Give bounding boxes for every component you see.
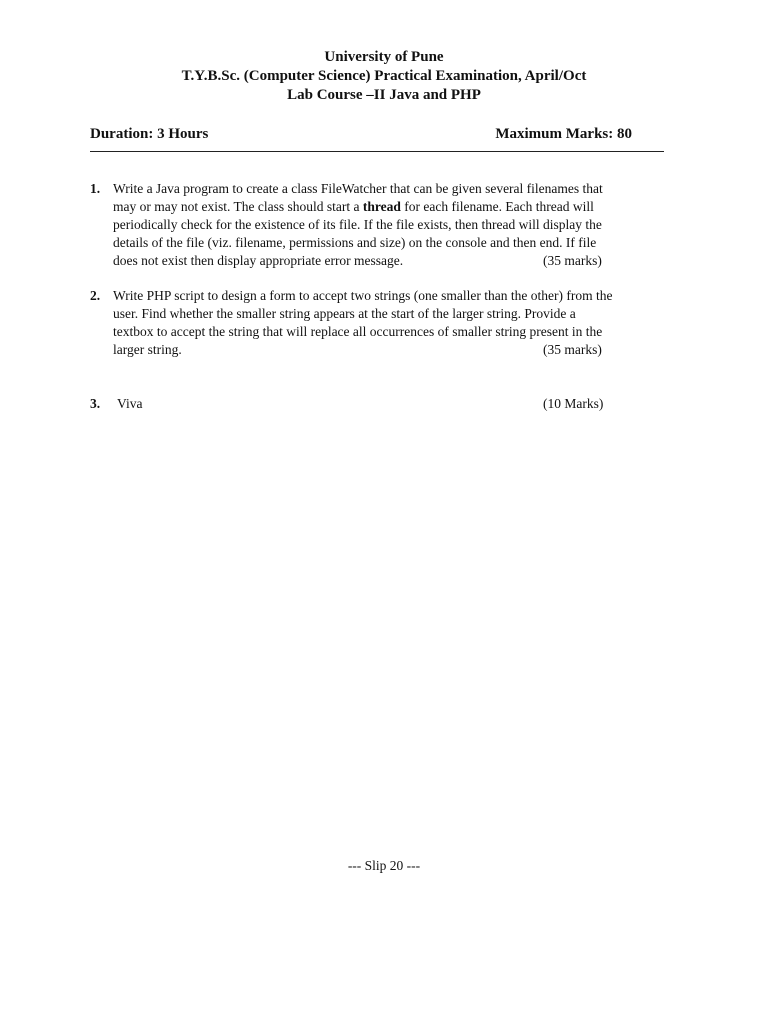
question-text [113,180,675,270]
question-line-end: for each filename. Each thread will [400,199,594,214]
header-divider [90,151,664,152]
question-number: 3. [90,396,101,411]
question-line: larger string. [113,342,182,357]
question-line [113,198,675,216]
question-line: periodically check for the existence of its file. If the file exists, then thread will display the [113,217,602,232]
question-line-last [113,341,675,359]
bold-keyword: thread [362,199,401,214]
question-marks: (35 marks) [543,342,602,357]
question-marks: (10 Marks) [543,396,604,411]
slip-footer: --- Slip 20 --- [347,858,421,873]
question-text [113,287,675,359]
duration-label: Duration: 3 Hours [90,126,209,142]
question-number: 1. [90,181,101,196]
question-line: Write PHP script to design a form to accept two strings (one smaller than the other) from the [113,288,613,303]
question-line: Viva [117,396,143,411]
university-title: University of Pune [324,49,444,65]
question-line: Write a Java program to create a class FileWatcher that can be given several filenames that [113,181,603,196]
max-marks-label: Maximum Marks: 80 [495,126,632,142]
question-line-last [113,252,675,270]
question-marks: (35 marks) [543,253,602,268]
question-line: user. Find whether the smaller string appears at the start of the larger string. Provide a [113,306,576,321]
question-line: details of the file (viz. filename, permissions and size) on the console and then end. If file [113,235,597,250]
course-title: Lab Course –II Java and PHP [287,87,481,103]
question-line-last [117,395,679,413]
question-line-start: may or may not exist. The class should start a [113,199,360,214]
question-line: does not exist then display appropriate error message. [113,253,404,268]
question-number: 2. [90,288,101,303]
exam-title: T.Y.B.Sc. (Computer Science) Practical Examination, April/Oct [181,68,587,84]
question-line: textbox to accept the string that will replace all occurrences of smaller string present in the [113,324,603,339]
question-text [117,395,679,413]
exam-header [0,48,768,105]
